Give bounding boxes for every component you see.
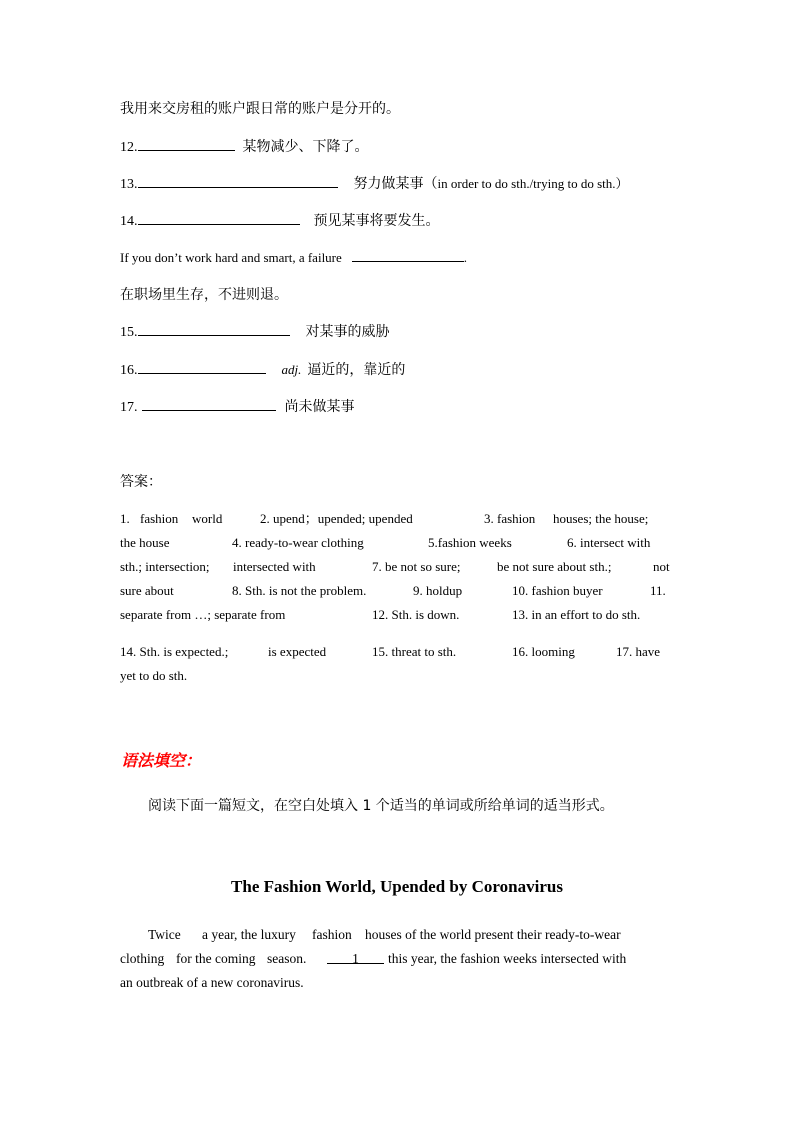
paragraph-text: for the coming [176, 951, 256, 966]
answer-blank[interactable] [138, 211, 300, 225]
sentence-translation: 在职场里生存，不进则退。 [120, 287, 288, 303]
sentence-text: If you don’t work hard and smart, a failure [120, 250, 342, 265]
item-number: 13. [120, 177, 138, 192]
paragraph-text: houses of the world present their ready-to-wear [365, 927, 621, 942]
blank-1[interactable] [327, 947, 384, 964]
sentence-period: . [463, 250, 468, 265]
answer-text: 4. ready-to-wear clothing [232, 535, 364, 550]
answer-text: be not sure about sth.; [497, 559, 612, 574]
answer-text: 5.fashion weeks [428, 535, 512, 550]
paragraph-text: an outbreak of a new coronavirus. [120, 975, 304, 990]
item-number: 17. [120, 400, 138, 415]
instruction-text: 阅读下面一篇短文，在空白处填入 1 个适当的单词或所给单词的适当形式。 [148, 798, 614, 814]
answer-text: 3. fashion [484, 511, 536, 526]
answer-text: the house [120, 535, 170, 550]
answer-text: not [653, 559, 670, 574]
section-title: 语法填空： [121, 751, 202, 770]
item-number: 15. [120, 325, 138, 340]
item-meaning: 逼近的，靠近的 [307, 362, 406, 378]
answer-blank[interactable] [138, 174, 338, 188]
paragraph-text: fashion [312, 927, 352, 942]
item-meaning: 尚未做某事 [284, 399, 355, 415]
answer-blank[interactable] [142, 397, 276, 411]
answer-text: 10. fashion buyer [512, 583, 603, 598]
answer-text: fashion [140, 511, 179, 526]
sentence-rent-account: 我用来交房租的账户跟日常的账户是分开的。 [120, 101, 400, 117]
article-paragraph [120, 923, 672, 995]
answer-text: sure about [120, 583, 174, 598]
paragraph-text: this year, the fashion weeks intersected with [388, 951, 627, 966]
answers-row-1 [120, 507, 672, 531]
vocab-item-14 [120, 211, 440, 232]
paragraph-line [120, 947, 672, 971]
answer-text: world [192, 511, 223, 526]
example-sentence [120, 248, 467, 269]
answers-row-6 [120, 640, 672, 664]
answer-blank[interactable] [352, 248, 464, 262]
paragraph-text: Twice [148, 927, 181, 942]
answer-text: 12. Sth. is down. [372, 607, 460, 622]
item-meaning: 对某事的威胁 [305, 324, 390, 340]
answer-text: 16. looming [512, 644, 575, 659]
answer-text: intersected with [233, 559, 316, 574]
answer-text: 7. be not so sure; [372, 559, 461, 574]
answer-text: 8. Sth. is not the problem. [232, 583, 367, 598]
blank-number: 1 [352, 951, 359, 966]
vocab-item-17 [120, 397, 355, 418]
vocab-item-16 [120, 360, 405, 381]
article-title: The Fashion World, Upended by Coronavirus [231, 877, 563, 896]
answer-blank[interactable] [138, 322, 290, 336]
answer-text: 13. in an effort to do sth. [512, 607, 641, 622]
paragraph-text: clothing [120, 951, 165, 966]
answer-blank[interactable] [138, 137, 235, 151]
answers-row-5 [120, 603, 672, 627]
answer-text: 1. [120, 511, 130, 526]
item-meaning-english: in order to do sth./trying to do sth.） [437, 176, 629, 191]
answer-blank[interactable] [138, 360, 266, 374]
answers-row-2 [120, 531, 672, 555]
answer-text: houses; the house; [553, 511, 649, 526]
paragraph-line [120, 923, 672, 947]
item-meaning: 预见某事将要发生。 [313, 213, 440, 229]
answer-text: 17. have [616, 644, 661, 659]
answer-text: 15. threat to sth. [372, 644, 457, 659]
answer-text: 11. [650, 583, 666, 598]
answer-text: separate from …; separate from [120, 607, 286, 622]
answers-row-4 [120, 579, 672, 603]
answer-text: 14. Sth. is expected.; [120, 644, 229, 659]
answer-text: is expected [268, 644, 327, 659]
item-number: 14. [120, 214, 138, 229]
item-number: 12. [120, 140, 138, 155]
paragraph-line [120, 971, 672, 995]
answer-text: yet to do sth. [120, 668, 188, 683]
vocab-item-15 [120, 322, 390, 343]
paragraph-text: season. [267, 951, 307, 966]
answer-text: 6. intersect with [567, 535, 651, 550]
answers-row-3 [120, 555, 672, 579]
answer-text: 9. holdup [413, 583, 463, 598]
vocab-item-12 [120, 137, 369, 158]
part-of-speech: adj. [281, 362, 302, 377]
item-meaning: 某物减少、下降了。 [242, 139, 369, 155]
item-meaning: 努力做某事（ [353, 176, 438, 192]
answer-text: 2. upend；upended; upended [260, 511, 413, 526]
answers-heading: 答案： [120, 474, 162, 490]
paragraph-text: a year, the luxury [202, 927, 296, 942]
vocab-item-13 [120, 174, 629, 195]
item-number: 16. [120, 363, 138, 378]
answers-row-7 [120, 664, 672, 688]
answer-text: sth.; intersection; [120, 559, 210, 574]
